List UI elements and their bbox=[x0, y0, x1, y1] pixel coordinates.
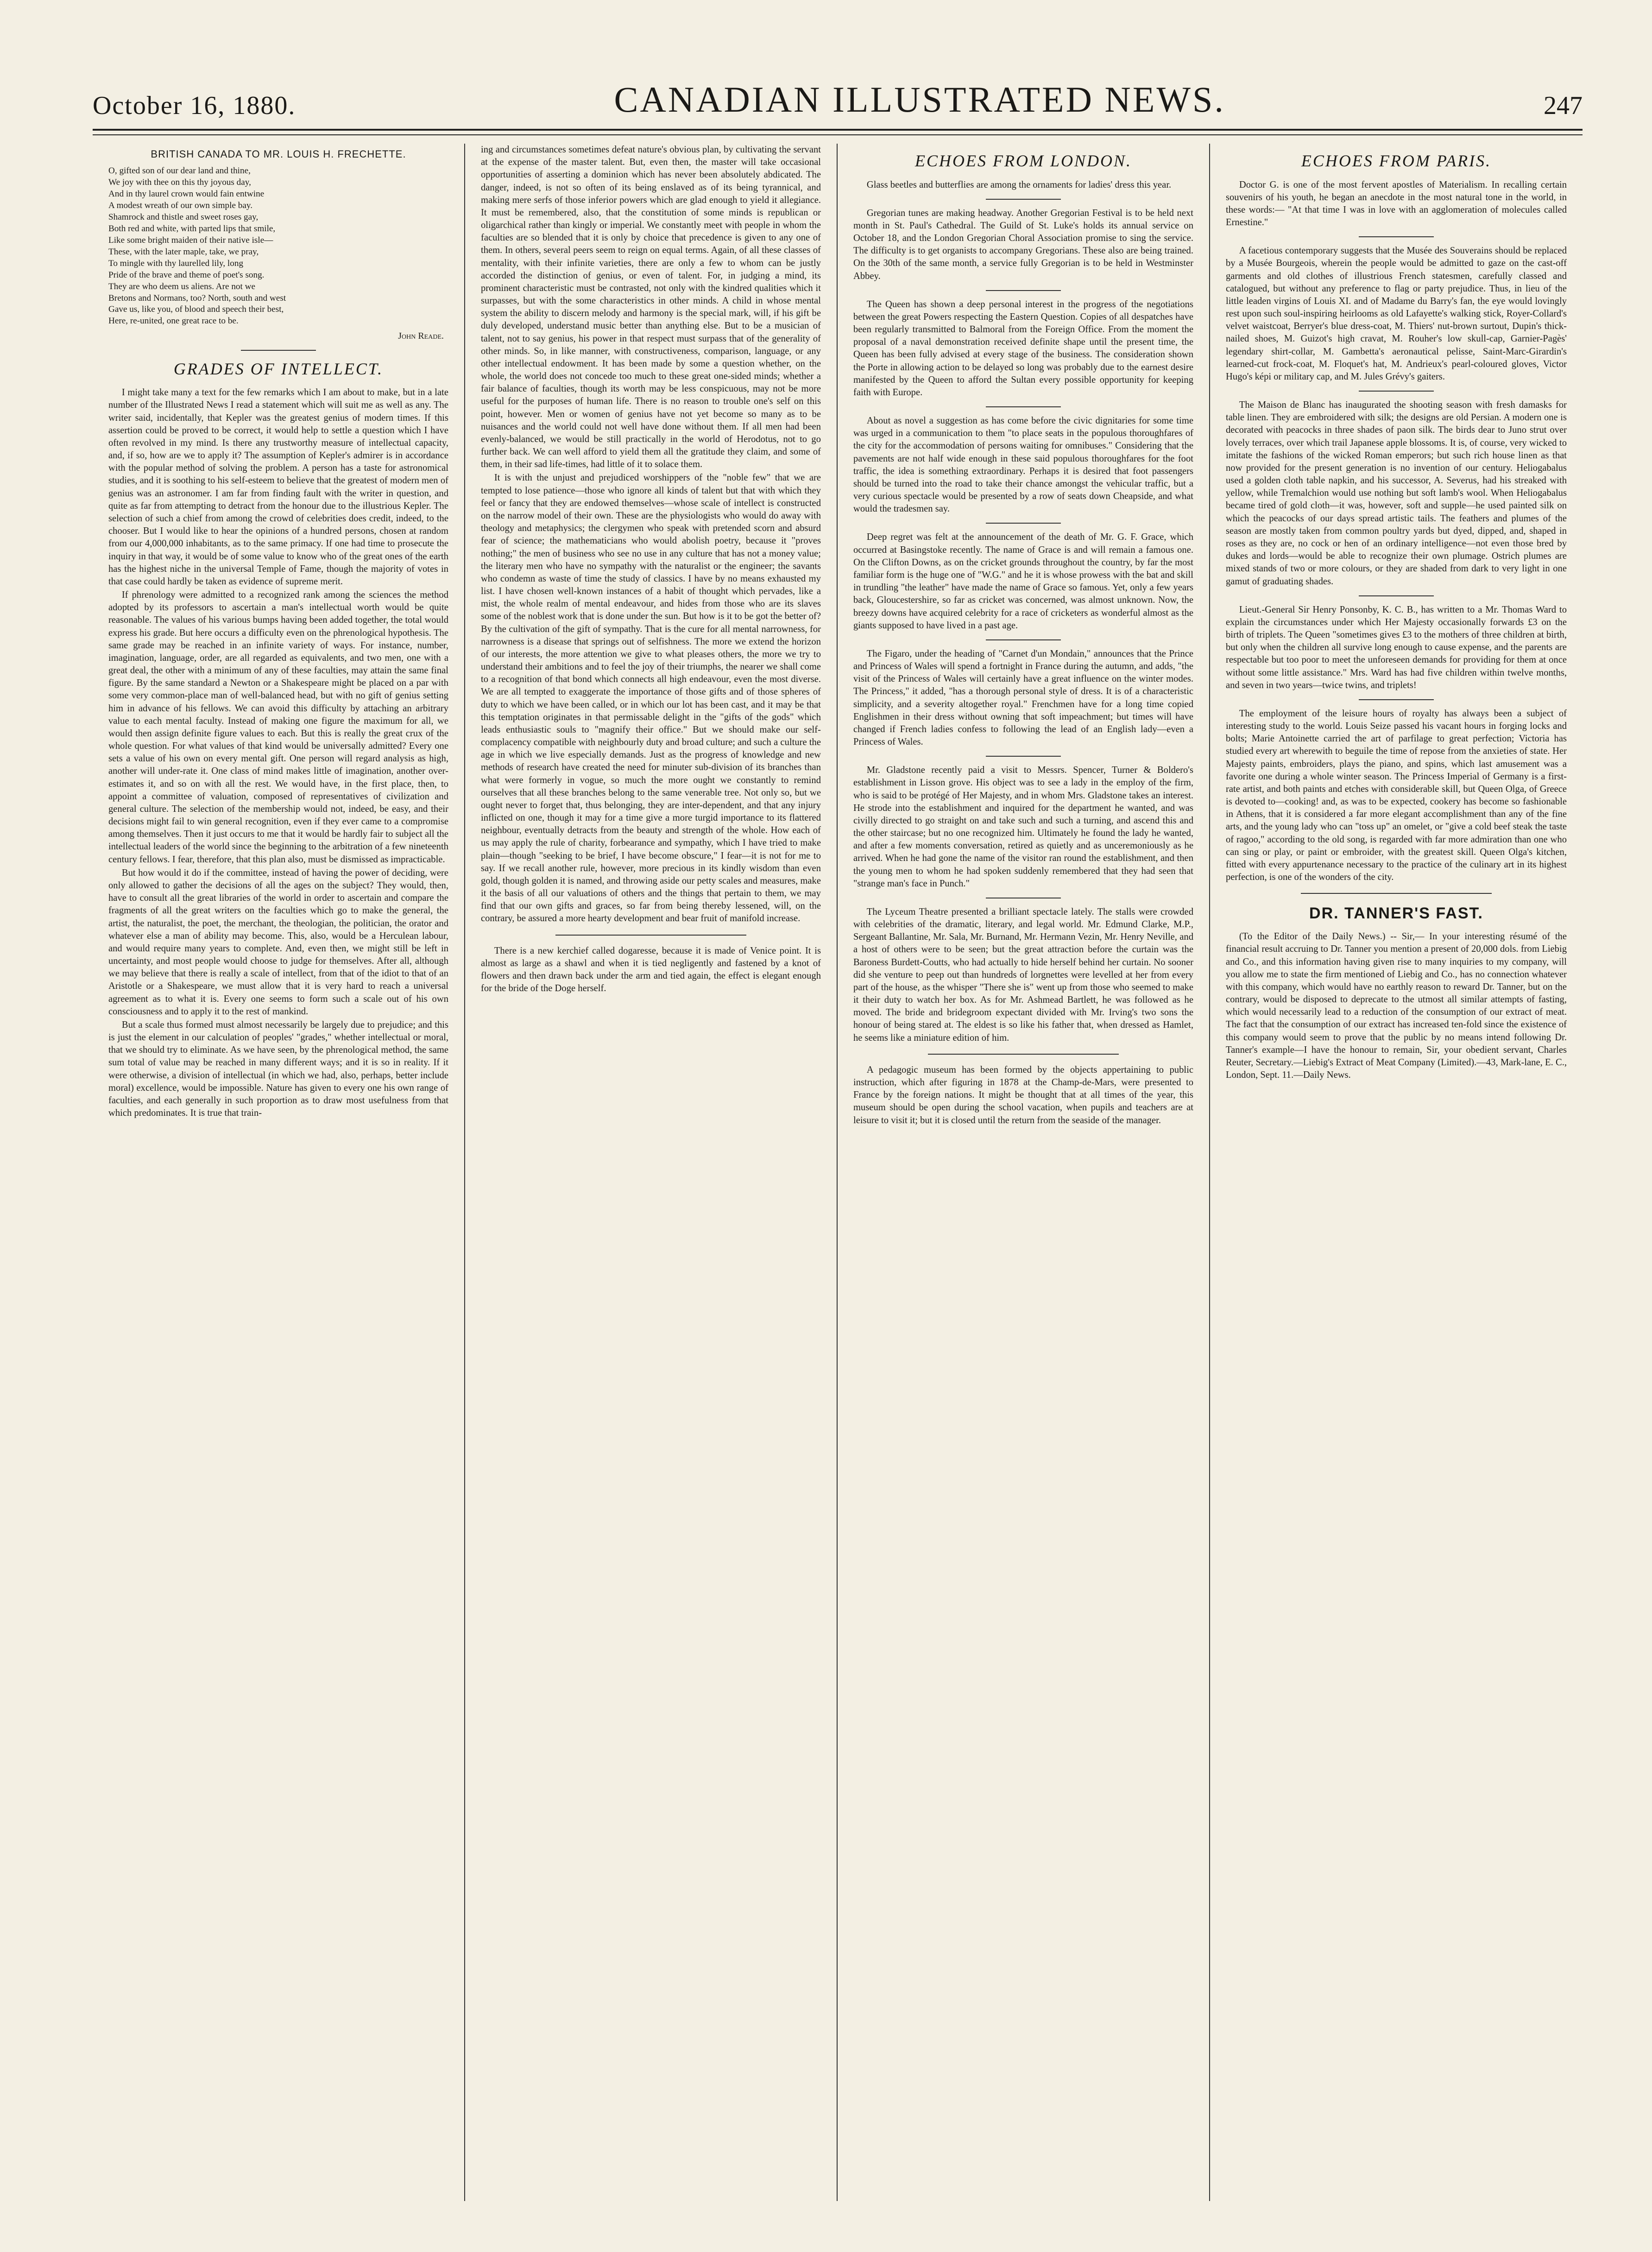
paragraph: If phrenology were admitted to a recognized rank among the sciences the method adopted by its professors to ascertain a man's intellectual worth would be quite reasonable. The values of his various bumps having been added together, the total would express his grade. But here occurs a difficulty even on the phrenological hypothesis. The same grade may be reached in an infinite variety of ways. For instance, number, imagination, language, order, are all regarded as equivalents, and two men, one with a great deal, the other with a minimum of any of these faculties, may attain the same final figure. By the same standard a Newton or a Shakespeare might be placed on a par with some very common-place man of well-balanced head, but with no gift of genius setting him in advance of his fellows. We can avoid this difficulty by attaching an arbitrary value to each mental faculty. Instead of making one figure the maximum for all, we would then assign definite figure values to each. But this is really the great crux of the whole question. For what values of that kind would be universally admitted? Every one sets a value of his own on every mental gift. One person will regard analysis as high, another will under-rate it. One class of mind makes little of imagination, another over-estimates it, and so on with all the rest. We would have, in the first place, then, to appoint a committee of valuation, composed of representatives of civilization and general culture. The selection of the membership would not, indeed, be easy, and their decisions might fail to win general recognition, even if they ever came to a compromise among themselves. Then it just occurs to me that it would be hardly fair to subject all the intellectual leaders of the world since the beginning to the arbitration of a few nineteenth century fellows. I fear, therefore, that this plan also, must be dismissed as impracticable. bbox=[108, 590, 448, 865]
paragraph: Gregorian tunes are making headway. Another Gregorian Festival is to be held next month in St. Paul's Cathedral. The Guild of St. Luke's holds its annual service on October 18, and the London Gregorian Choral Association promise to sing the service. The difficulty is to get organists to accompany Gregorians. These also are being trained. On the 30th of the same month, a service fully Gregorian is to be held in Westminster Abbey. bbox=[853, 208, 1193, 281]
letter-title: DR. TANNER'S FAST. bbox=[1309, 905, 1483, 923]
divider bbox=[928, 1054, 1118, 1055]
divider bbox=[986, 406, 1060, 407]
paragraph: Doctor G. is one of the most fervent apostles of Materialism. In recalling certain souvenirs of his youth, he began an anecdote in the most natural tone in the world, in these words:— "At that time I was in love with an agglomeration of molecules called Ernestine." bbox=[1226, 179, 1567, 228]
column-2 bbox=[465, 144, 838, 2201]
paragraph: Deep regret was felt at the announcement of the death of Mr. G. F. Grace, which occurred at Basingstoke recently. The name of Grace is and will remain a famous one. On the Clifton Downs, as on the cricket grounds throughout the country, by far the most familiar form is the huge one of "W.G." and he it is whose prowess with the bat and skill in trundling "the leather" have made the name of Grace so famous. Yet, only a few years back, Gloucestershire, so far as cricket was concerned, was almost unknown. Now, the breezy downs have acquired celebrity for a race of cricketers as wonderful almost as the giants supposed to have lived in a past age. bbox=[853, 532, 1193, 631]
paragraph: It is with the unjust and prejudiced worshippers of the "noble few" that we are tempted to lose patience—those who ignore all kinds of talent but that with which they feel or fancy that they are endowed themselves—whose scale of intellect is constructed on the narrow model of their own. These are the physiologists who would do away with theology and metaphysics; the clergymen who speak with pretended scorn and absurd fear of science; the mathematicians who would abolish poetry, because it "proves nothing;" the men of business who see no use in any culture that has not a money value; the literary men who have no sympathy with the naturalist or the engineer; the savants who condemn as waste of time the study of classics. I have by no means exhausted my list. I have chosen well-known instances of a habit of thought which pervades, like a mist, the whole realm of mental endeavour, and hides from those who are its slaves some of the noblest work that is done under the sun. But how is it to be got the better of? By the cultivation of the gift of sympathy. That is the cure for all mental narrowness, for narrowness is a disease that springs out of selfishness. The more we extend the horizon of our interests, the more attention we give to what pleases others, the more we try to understand their ambitions and to feel the joy of their triumphs, the nearer we shall come to a recognition of that bond which connects all high endeavour, even the most diverse. We are all tempted to exaggerate the importance of those gifts and of those spheres of duty to which we have been called, or in which our lot has been cast, and it may be that this temptation originates in that permissable delight in the "gifts of the gods" which leads enthusiastic souls to "magnify their office." But we should make our self-complacency compatible with neighbourly duty and broad culture; and such a culture the age in which we live especially demands. Just as the progress of knowledge and new methods of research have created the need for minuter sub-division of its branches than what were formerly in vogue, so much the more ought we constantly to remind ourselves that all these branches belong to the same venerable tree. Not only so, but we ought never to forget that, thus belonging, they are inter-dependent, and that any injury inflicted on one, though it may for a time give a more turgid importance to its flattered neighbour, eventually detracts from the beauty and strength of the whole. How each of us may apply the rule of charity, forbearance and sympathy, which I have tried to make plain—though "seeking to be brief, I have become obscure," I fear—it is not for me to say. If we recall another rule, however, more precious in its kindly wisdom than even gold, though golden it is named, and throwing aside our petty scales and measures, make it the basis of all our valuations of others and the things that pertain to them, we may find that our own gifts and graces, so far from being thereby lessened, will, on the contrary, be assured a more hearty development and bear fruit of manifold increase. bbox=[481, 473, 821, 924]
divider bbox=[986, 523, 1060, 524]
divider bbox=[1359, 391, 1434, 392]
poem-line: Bretons and Normans, too? North, south and west bbox=[108, 293, 286, 303]
divider bbox=[1359, 236, 1434, 237]
poem-line: To mingle with thy laurelled lily, long bbox=[108, 258, 244, 268]
paragraph: The employment of the leisure hours of royalty has always been a subject of interesting study to the world. Louis Seize passed his vacant hours in forging locks and bolts; Marie Antoinette carried the art of parfilage to great perfection; Victoria has studied every art wherewith to beguile the time of repose from the anxieties of state. Her Majesty paints, embroiders, plays the piano, and spins, which last amusement was a favorite one during a whole winter season. The Princess Imperial of Germany is a first-rate artist, and both paints and etches with considerable skill, but Queen Olga, of Greece is devoted to—cooking! and, as was to be expected, cookery has become so fashionable in Athens, that it is considered a far more elegant accomplishment than any of the fine arts, and the young lady who can "toss up" an omelet, or "give a cold beef steak the taste of ragoo," according to the old song, is regarded with far more admiration than one who can sing or play, or paint or embroider, with the greatest skill. Queen Olga's kitchen, fitted with every appurtenance necessary to the practice of the culinary art in its highest perfection, is one of the wonders of the city. bbox=[1226, 708, 1567, 883]
columns bbox=[93, 144, 1583, 2201]
poem bbox=[108, 165, 448, 327]
paragraph: Glass beetles and butterflies are among the ornaments for ladies' dress this year. bbox=[866, 179, 1172, 190]
paragraph: The Figaro, under the heading of "Carnet d'un Mondain," announces that the Prince and Princess of Wales will spend a fortnight in France during the autumn, and adds, "the visit of the Princess of Wales will certainly have a great influence on the winter modes. The Princess," it added, "has a thorough personal style of dress. It is of a characteristic simplicity, and a severity altogether royal." Frenchmen have for a long time copied Englishmen in their dress without owning that soft impeachment; but times will have changed if French ladies confess to following the lead of an English lady—even a Princess of Wales. bbox=[853, 648, 1193, 747]
poem-author: John Reade. bbox=[398, 331, 444, 342]
divider bbox=[1359, 595, 1434, 596]
masthead bbox=[93, 70, 1583, 120]
paragraph: The Lyceum Theatre presented a brilliant spectacle lately. The stalls were crowded with celebrities of the dramatic, literary, and legal world. Mr. Edmund Clarke, M.P., Sergeant Ballantine, Mr. Sala, Mr. Burnand, Mr. Hermann Vezin, Mr. Henry Neville, and a host of others were to be seen; but the great attraction before the curtain was the Baroness Burdett-Coutts, who had actually to hide herself behind her curtain. No sooner did she venture to peep out than hundreds of lorgnettes were levelled at her from every part of the house, as the whisper "There she is" went up from those who seemed to make it their duty to watch her box. As for Mr. Ashmead Bartlett, he was followed as he moved. The bride and bridegroom expectant divided with Mr. Irving's two sons the honour of being stared at. The eldest is so like his father that, when dressed as Hamlet, he seems like a miniature edition of him. bbox=[853, 906, 1193, 1043]
paragraph: About as novel a suggestion as has come before the civic dignitaries for some time was urged in a communication to them "to place seats in the populous thoroughfares of the city for the accommodation of persons waiting for omnibuses." Considering that the pavements are not half wide enough in these said populous thoroughfares for the foot traffic, the idea is something extraordinary. Perhaps it is desired that foot passengers should be turned into the road to take their chance amongst the vehicular traffic, but a very curious spectacle would be presented by a row of seats down Cheapside, and what would the tradesmen say. bbox=[853, 416, 1193, 514]
poem-line: Both red and white, with parted lips that smile, bbox=[108, 223, 276, 234]
essay-title: GRADES OF INTELLECT. bbox=[173, 359, 384, 378]
poem-line: O, gifted son of our dear land and thine, bbox=[108, 166, 251, 176]
paragraph: I might take many a text for the few remarks which I am about to make, but in a late number of the Illustrated News I read a statement which will suit me as well as any. The writer said, incidentally, that Kepler was the greatest genius of modern times. If this assertion could be proved to be correct, it would help to settle a question which I have often revolved in my mind. Is there any trustworthy measure of intellectual capacity, and, if so, how are we to apply it? The assumption of Kepler's admirer is in accordance with the popular method of solving the problem. A person has a taste for astronomical studies, and it is soothing to his self-esteem to believe that the greatest of modern men of genius was an astronomer. I am far from finding fault with the writer in question, and quite as far from attempting to detract from the honour due to the illustrious Kepler. The selection of such a chief from among the crowd of celebrities does credit, indeed, to the chooser. But I would like to hear the opinions of a hundred persons, chosen at random from our 4,000,000 inhabitants, as to the same primacy. If one had time to prosecute the inquiry in that way, it would be of some value to know who of the great ones of the earth has the highest niche in the universal Temple of Fame, though the majority of votes in that case could hardly be taken as evidence of supreme merit. bbox=[108, 387, 448, 587]
divider bbox=[986, 756, 1060, 757]
paragraph: Lieut.-General Sir Henry Ponsonby, K. C. B., has written to a Mr. Thomas Ward to explain the circumstances under which Her Majesty occasionally forwards £3 on the birth of triplets. The Queen "sometimes gives £3 to the mothers of three children at birth, but only when the children all survive long enough to cause expense, and the parents are respectable but too poor to meet the unforeseen demands for providing for them at once without some little assistance." Mrs. Ward has had five children within twelve months, and seven in two years—twice twins, and triplets! bbox=[1226, 604, 1567, 690]
poem-line: Here, re-united, one great race to be. bbox=[108, 316, 239, 326]
page-number: 247 bbox=[1543, 91, 1583, 120]
issue-date: October 16, 1880. bbox=[93, 91, 296, 120]
paragraph: ing and circumstances sometimes defeat nature's obvious plan, by cultivating the servant at the expense of the master talent. But, even then, the master will take occasional opportunities of asserting a dominion which has never been absolutely abdicated. The danger, indeed, is not so often of its being enslaved as of its being tyrannical, and making mere serfs of those inferior powers which are glad enough to yield it allegiance. It must be remembered, also, that the constitution of some minds is republican or oligarchical rather than kingly or imperial. We constantly meet with people in whom the faculties are so blended that it is only by choice that precedence is given to any one of them. In others, several peers seem to reign on equal terms. Again, of all these classes of mentality, with their infinite varieties, there are only a few to whom can be justly accorded the distinction of genius, or even of talent. For, in judging a mind, its prominent characteristic must be contrasted, not only with the kindred qualities which it surpasses, but with the some characteristics in other minds. A child in whose mental system the ability to discern melody and harmony is the special mark, will, if his gift be duly developed, understand music better than anything else. But to be a musician of talent, not to say genius, his power in that respect must surpass that of the generality of other minds. So, in like manner, with constructiveness, comparison, language, or any other intellectual endowment. It has been made by some a question whether, on the whole, the world does not concede too much to these great one-sided minds; whether a fair balance of faculties, though its worth may be less conspicuous, may not be more useful for the purposes of human life. There is no reason to trouble one's self on this point, however. Men or women of genius have not yet become so many as to be nuisances and the world could not well have done without them. If all men had been evenly-balanced, we would be still practically in the world of Herodotus, not to go further back. We can well afford to yield them all the gratitude they claim, and some of them, in their sad life-times, had little of it to solace them. bbox=[481, 145, 821, 470]
poem-line: And in thy laurel crown would fain entwine bbox=[108, 189, 265, 199]
paragraph: Mr. Gladstone recently paid a visit to Messrs. Spencer, Turner & Boldero's establishment in Lisson grove. His object was to see a lady in the employ of the firm, who is said to be protégé of Her Majesty, and in whom Mrs. Gladstone takes an interest. He strode into the establishment and inquired for the department he wanted, and was civilly directed to go straight on and take such and such a turning, and ascend this and the other staircase; but no one recognized him. Ultimately he found the lady he wanted, and after a few moments conversation, retired as quietly and as unceremoniously as he arrived. When he had gone the name of the visitor ran round the establishment, and then the young men to whom he had spoken suddenly remembered that they had seen that "strange man's face in Punch." bbox=[853, 765, 1193, 889]
paragraph: But how would it do if the committee, instead of having the power of deciding, were only allowed to gather the decisions of all the ages on the subject? They would, then, have to consult all the great libraries of the world in order to ascertain and compare the fragments of all the great writers on the faculties which go to make the general, the artist, the naturalist, the poet, the merchant, the theologian, the politician, the orator and whatever else a man of ability may become. This, also, would be a Herculean labour, and would require many years to complete. And, even then, we might still be left in uncertainty, and most people would choose to judge for themselves. After all, although we may believe that there is really a scale of intellect, from that of the idiot to that of an Aristotle or a Shakespeare, we must allow that it is very hard to reach a universal agreement as to what it is. Every one seems to form such a scale out of his own consciousness and to apply it to the rest of mankind. bbox=[108, 867, 448, 1017]
paragraph: But a scale thus formed must almost necessarily be largely due to prejudice; and this is just the element in our calculation of peoples' "grades," whether intellectual or moral, that we should try to eliminate. As we have seen, by the phrenological method, the same sum total of value may be reached in many different ways; and it is so in reality. If it were otherwise, a division of intellectual (in which we had, also, perhaps, better include moral) excellence, would be impossible. Nature has given to every one his own range of faculties, and each generally in such proportion as to draw most usefulness from that which predominates. It is true that train- bbox=[108, 1019, 448, 1119]
poem-line: Like some bright maiden of their native isle— bbox=[108, 235, 273, 245]
poem-line: Pride of the brave and theme of poet's song. bbox=[108, 270, 265, 280]
divider bbox=[1301, 893, 1492, 894]
poem-line: These, with the later maple, take, we pray, bbox=[108, 247, 259, 257]
section-title: ECHOES FROM LONDON. bbox=[915, 152, 1132, 170]
divider bbox=[241, 350, 315, 351]
poem-line: A modest wreath of our own simple bay. bbox=[108, 200, 253, 210]
paragraph: (To the Editor of the Daily News.) -- Sir,— In your interesting résumé of the financial result accruing to Dr. Tanner you mention a present of 20,000 dols. from Liebig and Co., and this information having given rise to many inquiries to my company, will you allow me to state the firm mentioned of Liebig and Co., has no connection whatever with this company, which would have no earthly reason to reward Dr. Tanner, but on the contrary, would be disposed to deprecate to the utmost all similar attempts of fasting, which would necessarily lead to a reduction of the consumption of our extract of meat. The fact that the consumption of our extract has increased ten-fold since the existence of this company would seem to prove that the public by no means intend following Dr. Tanner's example—I have the honour to remain, Sir, your obedient servant, Charles Reuter, Secretary.—Liebig's Extract of Meat Company (Limited).—43, Mark-lane, E. C., London, Sept. 11.—Daily News. bbox=[1226, 931, 1567, 1081]
paragraph: A facetious contemporary suggests that the Musée des Souverains should be replaced by a Musée Bourgeois, wherein the people would be admitted to gaze on the cast-off garments and old clothes of illustrious French statesmen, carefully classed and catalogued, but without any preference to flag or party prejudice. Thus, in lieu of the little leaden virgins of Louis XI. and of Madame du Barry's fan, the eye would lovingly rest upon such soul-inspiring heirlooms as old Lafayette's walking stick, Royer-Collard's velvet waistcoat, Berryer's blue dress-coat, M. Thiers' nut-brown surtout, Dupin's thick-nailed shoes, M. Guizot's high cravat, M. Rouher's low skull-cap, Garnier-Pagès' legendary shirt-collar, M. Gambetta's aeronautical pelisse, Saint-Marc-Girardin's learned-cut frock-coat, M. Floquet's hat, M. Andrieux's pearl-coloured gloves, Victor Hugo's képi or military cap, and M. Jules Grévy's gaiters. bbox=[1226, 246, 1567, 382]
poem-line: Gave us, like you, of blood and speech their best, bbox=[108, 304, 284, 315]
divider bbox=[555, 935, 746, 936]
paragraph: The Queen has shown a deep personal interest in the progress of the negotiations between the great Powers respecting the Eastern Question. Copies of all despatches have been regularly transmitted to Balmoral from the Foreign Office. From the moment the proposal of a naval demonstration received definite shape until the present time, the Queen has been fully advised at every stage of the business. The consideration shown the Porte in allowing action to be delayed so long was probably due to the earnest desire manifested by the Queen to afford the Sultan every possible opportunity for keeping faith with Europe. bbox=[853, 299, 1193, 398]
paragraph: There is a new kerchief called dogaresse, because it is made of Venice point. It is almost as large as a shawl and when it is tied negligently and fastened by a knot of flowers and then drawn back under the arm and tied again, the effect is elegant enough for the bride of the Doge herself. bbox=[481, 945, 821, 994]
column-4 bbox=[1210, 144, 1583, 2201]
column-3 bbox=[838, 144, 1210, 2201]
newspaper-title: CANADIAN ILLUSTRATED NEWS. bbox=[614, 79, 1225, 120]
section-title: ECHOES FROM PARIS. bbox=[1301, 152, 1492, 170]
poem-line: Shamrock and thistle and sweet roses gay, bbox=[108, 212, 259, 222]
divider bbox=[986, 199, 1060, 200]
paragraph: The Maison de Blanc has inaugurated the shooting season with fresh damasks for table linen. They are embroidered with silk; the designs are old Persian. A modern one is decorated with peacocks in three shades of paon silk. The birds dear to Juno strut over lovely terraces, over which trail Japanese apple blossoms. It is, of course, very wicked to imitate the fashions of the wicked Roman emperors; but such rich house linen as that now provided for the present generation is no invention of our century. Heliogabalus used a golden cloth table napkin, and his successor, A. Severus, had his streaked with yellow, while Tremalchion would use nothing but soft lamb's wool. When Heliogabalus became tired of gold cloth—it was, however, soft and supple—he used painted silk on which the peacocks of our days spread artistic tails. The feathers and plumes of the season are mostly taken from common poultry yards but dyed, dipped, and, shaped in roses as they are, no cock or hen of an ordinary intelligence—not even those bred by dukes and lords—would be able to recognize their own plumage. Ostrich plumes are mixed stands of two or more colours, or they are shaded from dark to very light in one gamut of graduating shades. bbox=[1226, 400, 1567, 587]
masthead-rule bbox=[93, 129, 1583, 131]
divider bbox=[986, 290, 1060, 291]
divider bbox=[986, 639, 1060, 640]
masthead-rule-thin bbox=[93, 134, 1583, 135]
poem-title: BRITISH CANADA TO MR. LOUIS H. FRECHETTE. bbox=[151, 148, 406, 160]
divider bbox=[1359, 699, 1434, 700]
poem-line: They are who deem us aliens. Are not we bbox=[108, 281, 256, 291]
paragraph: A pedagogic museum has been formed by the objects appertaining to public instruction, which after figuring in 1878 at the Champ-de-Mars, were presented to France by the foreign nations. It might be thought that at all times of the year, this museum should be open during the school vacation, when pupils and teachers are at leisure to visit it; but it is closed until the return from the seaside of the manager. bbox=[853, 1064, 1193, 1126]
column-1 bbox=[93, 144, 465, 2201]
poem-line: We joy with thee on this thy joyous day, bbox=[108, 177, 251, 187]
